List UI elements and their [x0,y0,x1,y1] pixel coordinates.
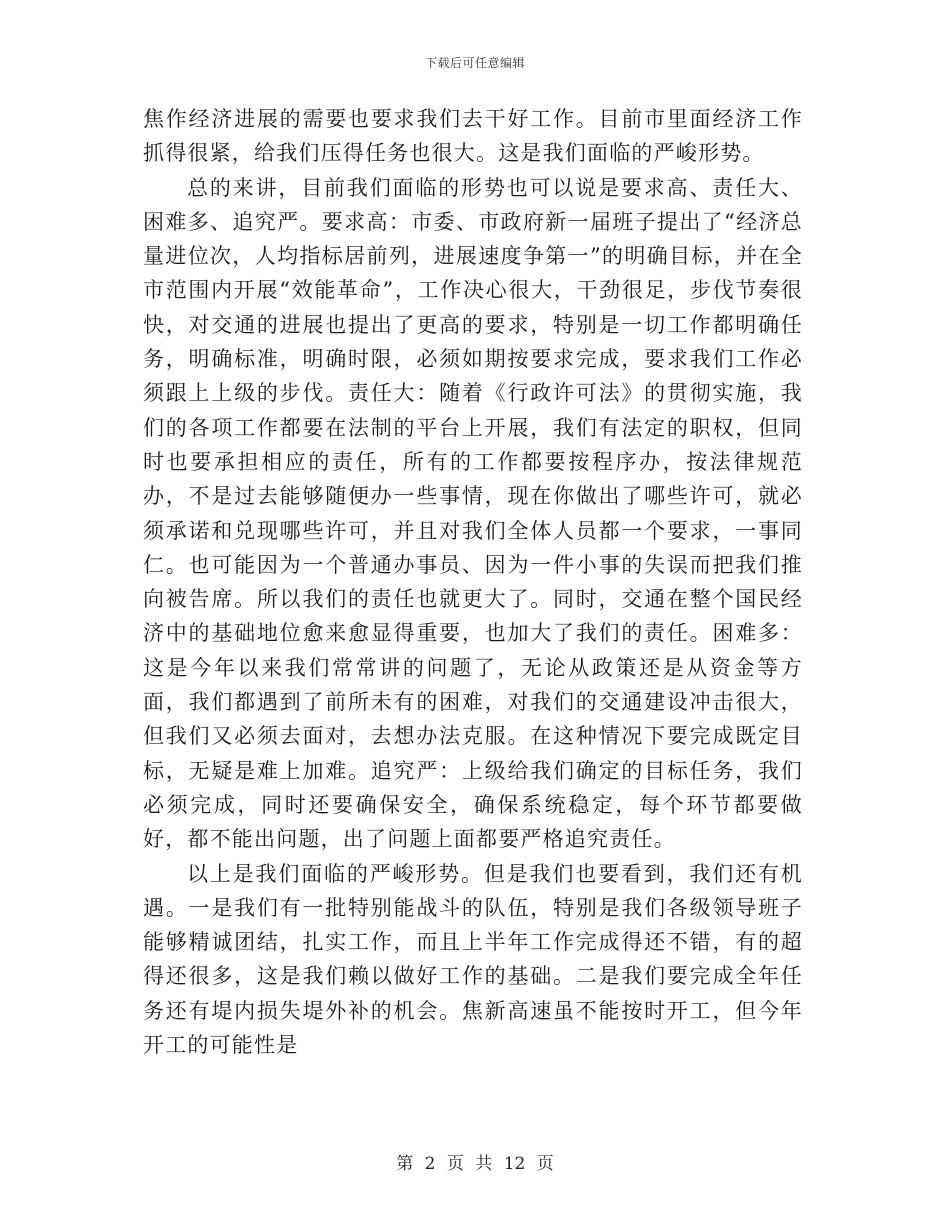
page-footer: 第 2 页 共 12 页 [396,1154,554,1174]
paragraph-2: 总的来讲，目前我们面临的形势也可以说是要求高、责任大、困难多、追究严。要求高：市委、市政府新一届班子提出了“经济总量进位次，人均指标居前列，进展速度争第一”的明确目标，并在全市范围内开展“效能革命”，工作决心很大，干劲很足，步伐节奏很快，对交通的进展也提出了更高的要求，特别是一切工作都明确任务，明确标准，明确时限，必须如期按要求完成，要求我们工作必须跟上上级的步伐。责任大：随着《行政许可法》的贯彻实施，我们的各项工作都要在法制的平台上开展，我们有法定的职权，但同时也要承担相应的责任，所有的工作都要按程序办，按法律规范办，不是过去能够随便办一些事情，现在你做出了哪些许可，就必须承诺和兑现哪些许可，并且对我们全体人员都一个要求，一事同仁。也可能因为一个普通办事员、因为一件小事的失误而把我们推向被告席。所以我们的责任也就更大了。同时，交通在整个国民经济中的基础地位愈来愈显得重要，也加大了我们的责任。困难多：这是今年以来我们常常讲的问题了，无论从政策还是从资金等方面，我们都遇到了前所未有的困难，对我们的交通建设冲击很大，但我们又必须去面对，去想办法克服。在这种情况下要完成既定目标，无疑是难上加难。追究严：上级给我们确定的目标任务，我们必须完成，同时还要确保安全，确保系统稳定，每个环节都要做好，都不能出问题，出了问题上面都要严格追究责任。 [143,175,803,852]
paragraph-3: 以上是我们面临的严峻形势。但是我们也要看到，我们还有机遇。一是我们有一批特别能战斗的队伍，特别是我们各级领导班子能够精诚团结，扎实工作，而且上半年工作完成得还不错，有的超得还很多，这是我们赖以做好工作的基础。二是我们要完成全年任务还有堤内损失堤外补的机会。焦新高速虽不能按时开工，但今年开工的可能性是 [143,861,803,1058]
paragraph-1: 焦作经济进展的需要也要求我们去干好工作。目前市里面经济工作抓得很紧，给我们压得任务也很大。这是我们面临的严峻形势。 [143,107,803,166]
document-body [143,102,803,1062]
page-header: 下载后可任意编辑 [424,56,525,70]
